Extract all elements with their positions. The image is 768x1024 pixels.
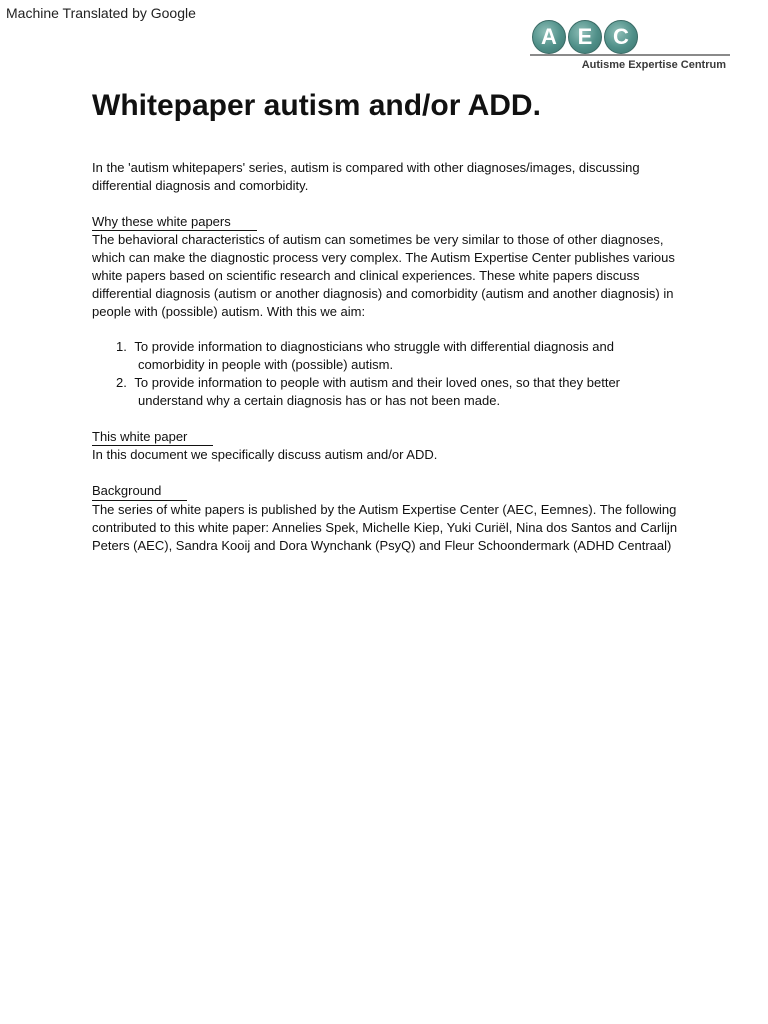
- list-item-text: To provide information to diagnosticians who struggle with differential diagnosis and comorbidity in people with (possible) autism.: [134, 339, 614, 373]
- section-why: [92, 213, 682, 410]
- logo-divider: [530, 54, 730, 56]
- section-background: [92, 482, 682, 554]
- section-this-paper: [92, 428, 682, 465]
- list-item-number: 2.: [116, 374, 127, 390]
- list-item-text: To provide information to people with autism and their loved ones, so that they better understand why a certain diagnosis has or has not been made.: [134, 374, 621, 408]
- logo-tagline: Autisme Expertise Centrum: [581, 59, 726, 71]
- document-body: [92, 86, 682, 554]
- page-title: Whitepaper autism and/or ADD.: [92, 89, 541, 122]
- section-heading-this-paper: This white paper: [92, 428, 213, 447]
- section-body-background: The series of white papers is published by the Autism Expertise Center (AEC, Eemnes). The following contributed to this white paper: Annelies Spek, Michelle Kiep, Yuki Curiël, Nina dos Santos and Carlijn Peters (AEC), Sandra Kooij and Dora Wynchank (PsyQ) and Fleur Schoondermark (ADHD Centraal): [92, 501, 678, 553]
- section-body-this-paper: In this document we specifically discuss autism and/or ADD.: [92, 447, 438, 463]
- section-heading-background: Background: [92, 482, 187, 501]
- list-item: [116, 374, 682, 410]
- logo-letter-c: C: [604, 20, 638, 54]
- logo-letters: [532, 20, 638, 54]
- section-heading-why: Why these white papers: [92, 213, 257, 232]
- aec-logo: [530, 20, 730, 75]
- logo-letter-a: A: [532, 20, 566, 54]
- logo-letter-e: E: [568, 20, 602, 54]
- aims-list: [92, 338, 682, 409]
- intro-paragraph: In the 'autism whitepapers' series, autism is compared with other diagnoses/images, discussing differential diagnosis and comorbidity.: [92, 160, 640, 193]
- machine-translation-banner: Machine Translated by Google: [6, 5, 196, 21]
- section-body-why: The behavioral characteristics of autism can sometimes be very similar to those of other diagnoses, which can make the diagnostic process very complex. The Autism Expertise Center publishes various white papers based on scientific research and clinical experiences. These white papers discuss differential diagnosis (autism or another diagnosis) and comorbidity (autism and another diagnosis) in people with (possible) autism. With this we aim:: [92, 232, 675, 319]
- list-item: [116, 338, 682, 374]
- list-item-number: 1.: [116, 339, 127, 355]
